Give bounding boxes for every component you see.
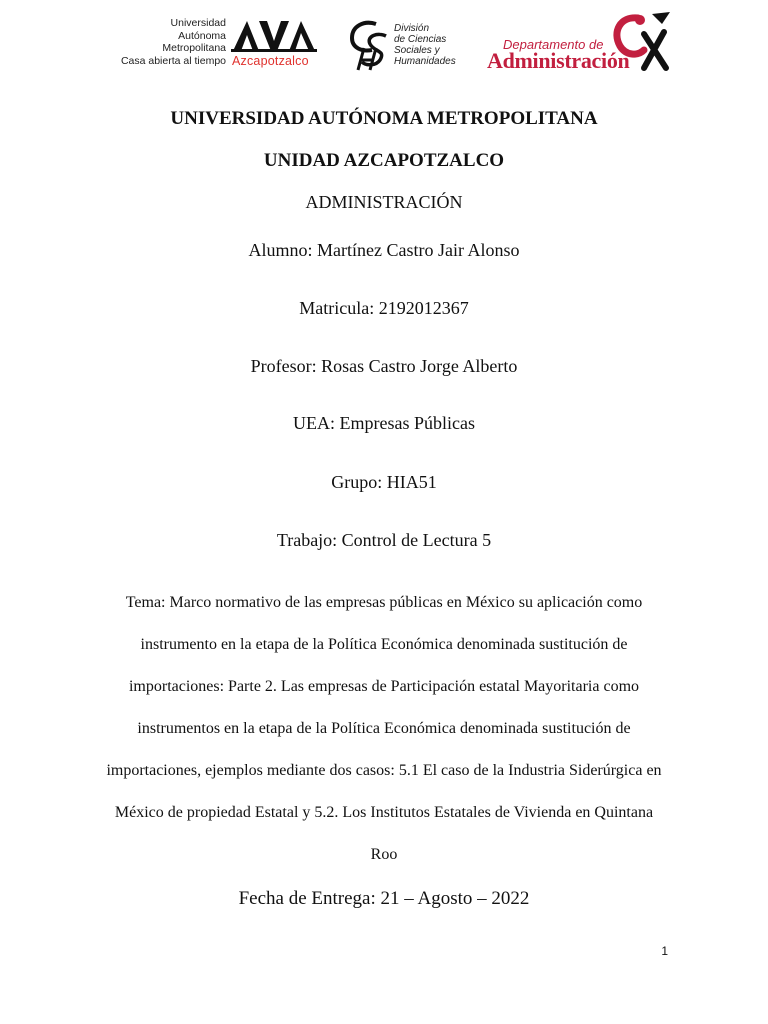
uam-unit-label: Azcapotzalco [232,54,309,68]
uam-line-2: Autónoma [178,29,226,42]
csh-line-4: Humanidades [394,56,456,67]
uam-logo-icon [231,17,317,53]
dept-small-label: Departamento de [503,37,604,52]
work-title: Trabajo: Control de Lectura 5 [276,530,492,550]
group-name: Grupo: HIA51 [331,472,437,492]
theme-paragraph: Tema: Marco normativo de las empresas públicas en México su aplicación como instrumento en la etapa de la Política Económica denominada sustitución de importaciones: Parte 2. Las empresas de Participación estatal Mayoritaria como instrumentos en la etapa de la Política Económica denominada sustitución de importaciones, ejemplos mediante dos casos: 5.1 El caso de la Industria Siderúrgica en México de propiedad Estatal y 5.2. Los Institutos Estatales de Vivienda en Quintana Roo [106,594,662,863]
header-logos [0,0,768,90]
uam-line-3: Metropolitana [162,42,226,54]
student-id: Matricula: 2192012367 [299,298,469,318]
dept-big-label: Administración [487,48,630,73]
uam-motto: Casa abierta al tiempo [120,54,226,67]
csh-line-1: División [394,23,430,34]
csh-logo-icon [346,18,392,72]
page-number: 1 [661,944,668,958]
professor-name: Profesor: Rosas Castro Jorge Alberto [250,356,518,376]
csh-text-block [394,23,456,67]
university-name: UNIVERSIDAD AUTÓNOMA METROPOLITANA [170,108,598,129]
dept-logo-icon [608,10,672,76]
uam-text-block [118,17,226,67]
career-name: ADMINISTRACIÓN [305,192,463,212]
uam-line-1: Universidad [170,17,226,29]
student-name: Alumno: Martínez Castro Jair Alonso [248,240,520,260]
uea-name: UEA: Empresas Públicas [293,413,475,433]
csh-line-3: Sociales y [394,45,440,56]
csh-line-2: de Ciencias [394,34,447,45]
unit-name: UNIDAD AZCAPOTZALCO [263,150,505,171]
due-date: Fecha de Entrega: 21 – Agosto – 2022 [238,888,530,909]
